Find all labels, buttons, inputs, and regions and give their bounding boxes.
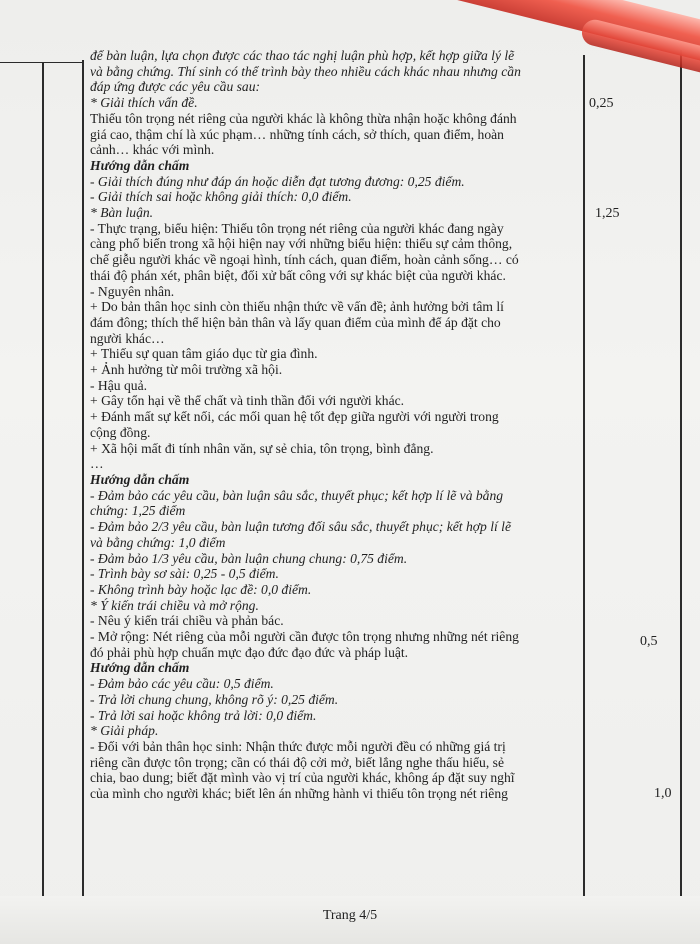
text-line: chia, bao dung; biết đặt mình vào vị trí của người khác, không áp đặt suy nghĩ xyxy=(90,770,515,786)
text-line: giá cao, thậm chí là xúc phạm… những tính cách, sở thích, quan điểm, hoàn xyxy=(90,126,504,142)
text-line: để bàn luận, lựa chọn được các thao tác nghị luận phù hợp, kết hợp giữa lý lẽ xyxy=(90,48,515,63)
text-line: … xyxy=(90,456,104,472)
text-line: và bằng chứng. Thí sinh có thể trình bày theo nhiều cách khác nhau nhưng cần xyxy=(90,63,521,79)
text-line: + Xã hội mất đi tính nhân văn, sự sẻ chia, tôn trọng, bình đẳng. xyxy=(90,440,434,456)
table-border-left xyxy=(42,62,44,902)
text-line: - Đối với bản thân học sinh: Nhận thức được mỗi người đều có những giá trị xyxy=(90,738,506,754)
score-2: 1,25 xyxy=(595,206,620,221)
table-divider-1 xyxy=(82,60,84,902)
answer-key-text xyxy=(90,48,580,802)
text-line: người khác… xyxy=(90,330,165,346)
text-line: - Thực trạng, biểu hiện: Thiếu tôn trọng nét riêng của người khác đang ngày xyxy=(90,220,504,236)
score-3: 0,5 xyxy=(640,634,658,649)
text-line: Hướng dẫn chấm xyxy=(90,157,190,173)
text-line: + Ảnh hưởng từ môi trường xã hội. xyxy=(90,362,283,378)
text-line: Hướng dẫn chấm xyxy=(90,660,190,676)
text-line: - Đảm bảo 1/3 yêu cầu, bàn luận chung chung: 0,75 điểm. xyxy=(90,550,408,566)
table-border-right xyxy=(680,50,682,902)
text-line: và bằng chứng: 1,0 điểm xyxy=(90,534,226,550)
score-4: 1,0 xyxy=(654,786,672,801)
text-line: + Gây tổn hại về thể chất và tinh thần đối với người khác. xyxy=(90,393,405,409)
text-line: - Đảm bảo các yêu cầu: 0,5 điểm. xyxy=(90,676,274,692)
text-line: - Giải thích sai hoặc không giải thích: 0,0 điểm. xyxy=(90,189,352,205)
text-line: - Trình bày sơ sài: 0,25 - 0,5 điểm. xyxy=(90,566,279,582)
text-line: - Đảm bảo các yêu cầu, bàn luận sâu sắc, thuyết phục; kết hợp lí lẽ và bằng xyxy=(90,487,504,503)
text-line: riêng cần được tôn trọng; cần có thái độ cởi mở, biết lắng nghe thấu hiểu, sẻ xyxy=(90,754,504,770)
text-line: * Bàn luận. xyxy=(90,205,154,221)
text-line: - Trả lời chung chung, không rõ ý: 0,25 điểm. xyxy=(90,691,339,707)
text-line: - Hậu quả. xyxy=(90,377,147,393)
text-line: - Không trình bày hoặc lạc đề: 0,0 điểm. xyxy=(90,581,312,597)
text-line: càng phổ biến trong xã hội hiện nay với những biểu hiện: thiếu sự cảm thông, xyxy=(90,236,513,252)
text-line: + Đánh mất sự kết nối, các mối quan hệ tốt đẹp giữa người với người trong xyxy=(90,409,499,425)
text-line: cộng đồng. xyxy=(90,424,151,440)
page-number: Trang 4/5 xyxy=(322,908,378,923)
table-top-rule xyxy=(0,62,84,63)
text-line: - Trả lời sai hoặc không trả lời: 0,0 điểm. xyxy=(90,707,317,723)
text-line: Hướng dẫn chấm xyxy=(90,471,190,487)
text-line: - Mở rộng: Nét riêng của mỗi người cần được tôn trọng nhưng những nét riêng xyxy=(90,629,519,645)
text-line: + Thiếu sự quan tâm giáo dục từ gia đình. xyxy=(90,346,318,362)
text-line: của mình cho người khác; biết lên án những hành vi thiếu tôn trọng nét riêng xyxy=(90,786,508,802)
text-line: * Giải thích vấn đề. xyxy=(90,95,198,111)
text-line: chứng: 1,25 điểm xyxy=(90,503,186,519)
text-line: - Nêu ý kiến trái chiều và phản bác. xyxy=(90,613,284,629)
text-line: cảnh… khác với mình. xyxy=(90,142,215,158)
text-line: đáp ứng được các yêu cầu sau: xyxy=(90,79,261,95)
text-line: - Nguyên nhân. xyxy=(90,283,175,299)
text-line: * Ý kiến trái chiều và mở rộng. xyxy=(90,597,259,613)
text-line: chế giễu người khác về ngoại hình, tính cách, quan điểm, hoàn cảnh sống… có xyxy=(90,252,519,268)
text-line: đám đông; thích thể hiện bản thân và lấy quan điểm của mình để áp đặt cho xyxy=(90,314,501,330)
text-line: - Giải thích đúng như đáp án hoặc diễn đạt tương đương: 0,25 điểm. xyxy=(90,173,465,189)
text-line: Thiếu tôn trọng nét riêng của người khác là không thừa nhận hoặc không đánh xyxy=(90,110,517,126)
text-line: * Giải pháp. xyxy=(90,723,159,739)
score-1: 0,25 xyxy=(589,96,614,111)
text-line: - Đảm bảo 2/3 yêu cầu, bàn luận tương đối sâu sắc, thuyết phục; kết hợp lí lẽ xyxy=(90,519,511,535)
text-line: + Do bản thân học sinh còn thiếu nhận thức về vấn đề; ảnh hưởng bởi tâm lí xyxy=(90,299,504,315)
table-divider-2 xyxy=(583,55,585,902)
text-line: đó phải phù hợp chuẩn mực đạo đức đạo đức và pháp luật. xyxy=(90,644,409,660)
text-line: thái độ phán xét, phân biệt, đối xử bất công với sự khác biệt của người khác. xyxy=(90,267,506,283)
